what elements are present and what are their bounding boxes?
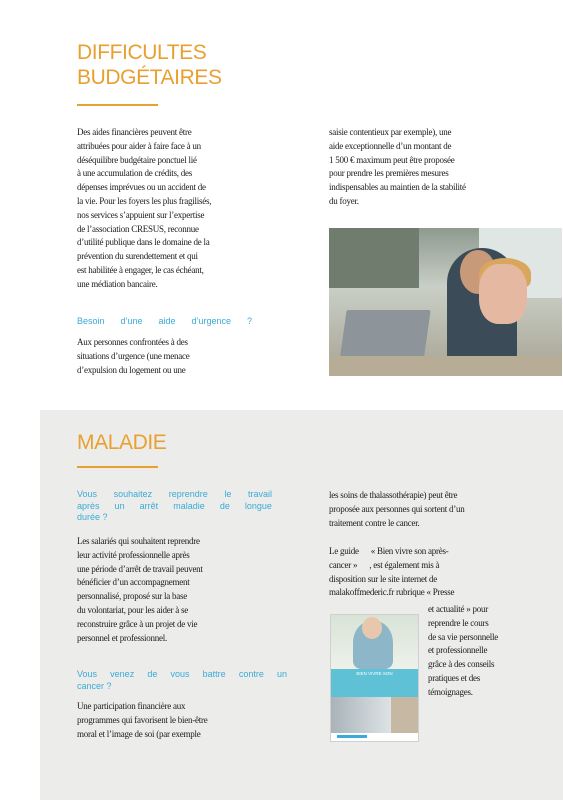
urgence-paragraph: Aux personnes confrontées à des situations d’urgence (une menace d’expulsion du logement ou une <box>77 337 190 375</box>
question-word: d’une <box>120 316 143 326</box>
question-word: aide <box>158 316 176 326</box>
guide-paragraph-cont: et actualité » pour reprendre le cours de sa vie personnelle et professionnelle grâce à des conseils pratiques et des témoignages. <box>428 604 498 697</box>
cancer-paragraph: Une participation financière aux programmes qui favorisent le bien-être moral et l’image de soi (par exemple <box>77 701 208 739</box>
question-word: de <box>147 669 158 679</box>
urgence-paragraph-cont: saisie contentieux par exemple), une aide exceptionnelle d’un montant de 1 500 € maximum peut être proposée pour prendre les premières mesures indispensables au maintien de la stabilité du foyer. <box>329 127 466 206</box>
brochure-photo-3 <box>391 697 418 733</box>
brochure-logo <box>337 735 367 738</box>
question-word: longue <box>244 500 272 511</box>
question-word: arrêt <box>139 500 159 511</box>
question-word: un <box>114 500 125 511</box>
question-word: ? <box>246 316 252 326</box>
photo-laptop <box>339 310 430 362</box>
question-urgence-line <box>77 316 252 328</box>
question-cancer-line-1 <box>77 669 287 681</box>
guide-paragraph: Le guide « Bien vivre son après- cancer » , est également mis à disposition sur le site internet de malakoffmederic.fr rubrique « Presse <box>329 546 455 598</box>
question-word: venez <box>110 669 135 679</box>
question-word: d’urgence <box>191 316 232 326</box>
budget-paragraph: Des aides financières peuvent être attribuées pour aider à faire face à un déséquilibre budgétaire ponctuel lié à une accumulation de crédits, des dépenses imprévues ou un accident de la vie. Pour les foyers les plus fragilisés, nos services s’appuient sur l’expertise de l’association CRESUS, reconnue d’utilité publique dans le domaine de la prévention du surendettement et qui est habilitée à engager, le cas échéant, une médiation bancaire. <box>77 127 212 289</box>
family-photo <box>329 228 562 376</box>
question-cancer-line-2: cancer ? <box>77 680 112 691</box>
question-word: contre <box>238 669 264 679</box>
question-reprise-line-2 <box>77 501 272 513</box>
question-word: Besoin <box>77 316 105 326</box>
brochure-woman-head <box>362 617 382 639</box>
cancer-paragraph-cont: les soins de thalassothérapie) peut être proposée aux personnes qui sortent d’un traitement contre le cancer. <box>329 490 465 528</box>
question-word: un <box>276 669 287 679</box>
question-word: de <box>219 500 230 511</box>
brochure-thumbnail <box>330 614 419 742</box>
section-title-maladie: MALADIE <box>77 431 167 454</box>
title-line-2: BUDGÉTAIRES <box>77 66 222 89</box>
photo-girl <box>479 264 527 324</box>
question-word: reprendre <box>168 489 208 499</box>
question-urgence <box>77 316 252 328</box>
question-word: après <box>77 500 100 511</box>
reprise-paragraph: Les salariés qui souhaitent reprendre leur activité professionnelle après une période d’arrêt de travail peuvent bénéficier d’un accompagnement personnalisé, proposé sur la base du volontariat, pour les aider à se reconstruire grâce à un projet de vie personnel et professionnel. <box>77 536 203 643</box>
question-word: Vous <box>77 669 98 679</box>
question-word: battre <box>202 669 226 679</box>
question-reprise-line-3: durée ? <box>77 512 108 522</box>
question-word: maladie <box>173 500 205 511</box>
photo-table <box>329 356 562 376</box>
question-word: Vous <box>77 489 98 499</box>
question-word: souhaitez <box>113 489 153 499</box>
brochure-photo-2 <box>331 697 391 733</box>
question-cancer <box>77 669 287 692</box>
brochure-title: BIEN VIVRE SON <box>356 671 393 676</box>
question-reprise <box>77 489 272 524</box>
question-word: travail <box>247 489 272 499</box>
question-word: vous <box>170 669 190 679</box>
question-word: le <box>224 489 232 499</box>
maladie-underline <box>77 466 158 468</box>
title-underline <box>77 104 158 106</box>
section-title-budget <box>77 40 222 90</box>
title-line-1: DIFFICULTES <box>77 41 207 64</box>
photo-shelf <box>329 228 419 288</box>
question-reprise-line-1 <box>77 489 272 501</box>
